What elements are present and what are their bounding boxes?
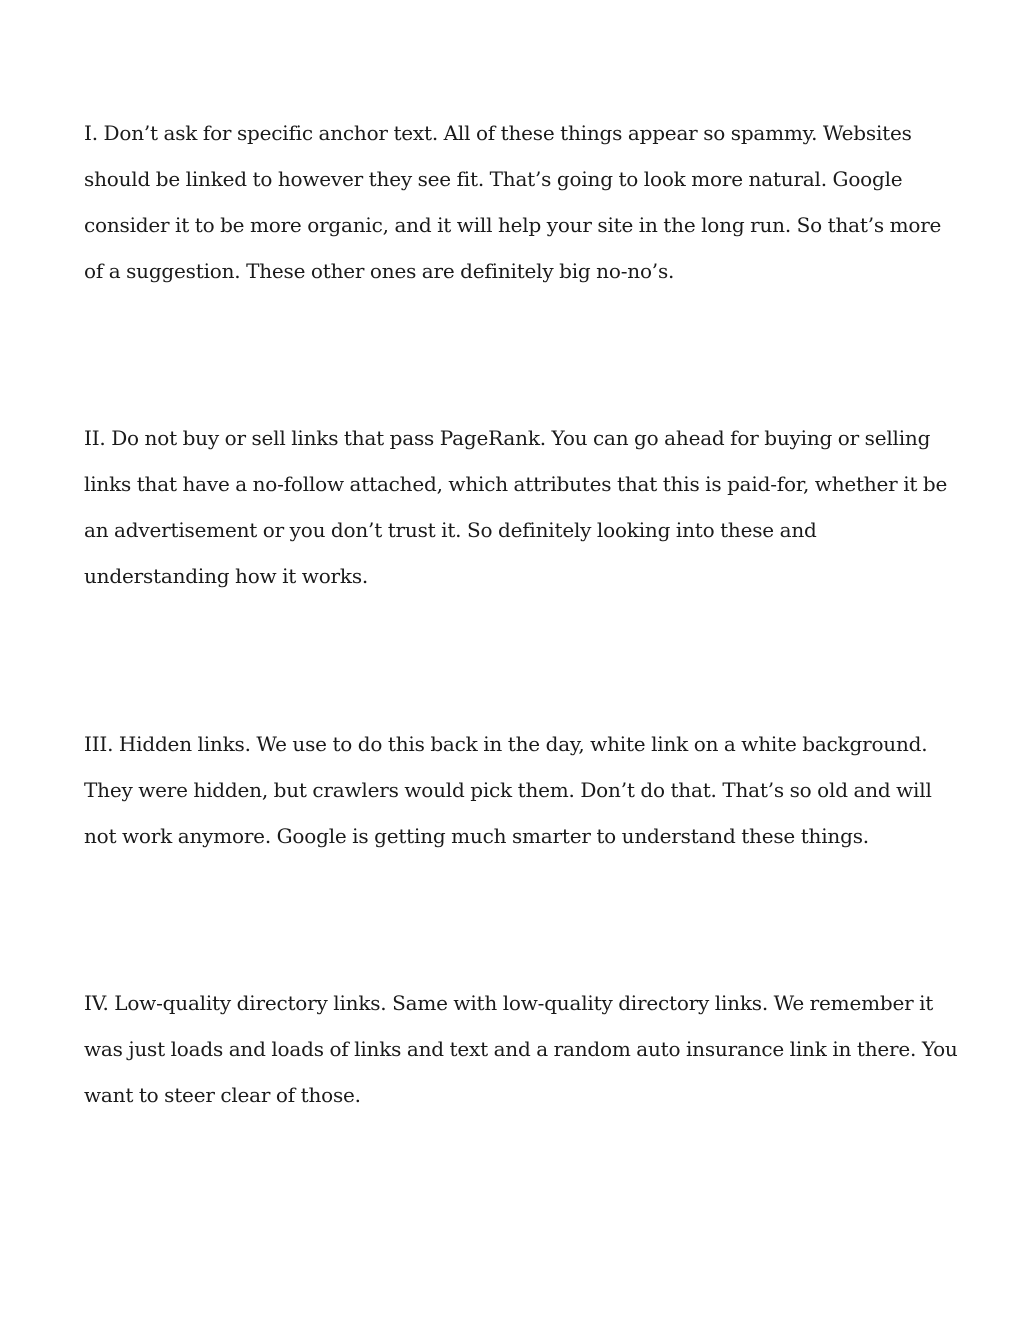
paragraph-anchor-text: I. Don’t ask for specific anchor text. All of these things appear so spammy. Websites should be linked to however they see fit. That’s going to look more natural. Google consider it to be more organic, and it will help your site in the long run. So that’s more of a suggestion. These other ones are definitely big no-no’s. — [84, 121, 942, 283]
paragraph-directory-links: IV. Low-quality directory links. Same with low-quality directory links. We remember it was just loads and loads of links and text and a random auto insurance link in there. You want to steer clear of those. — [84, 991, 958, 1107]
paragraph-buy-sell-links: II. Do not buy or sell links that pass PageRank. You can go ahead for buying or selling links that have a no-follow attached, which attributes that this is paid-for, whether it be an advertisement or you don’t trust it. So definitely looking into these and understanding how it works. — [84, 426, 948, 588]
paragraph-hidden-links: III. Hidden links. We use to do this back in the day, white link on a white background. They were hidden, but crawlers would pick them. Don’t do that. That’s so old and will not work anymore. Google is getting much smarter to understand these things. — [84, 732, 932, 848]
